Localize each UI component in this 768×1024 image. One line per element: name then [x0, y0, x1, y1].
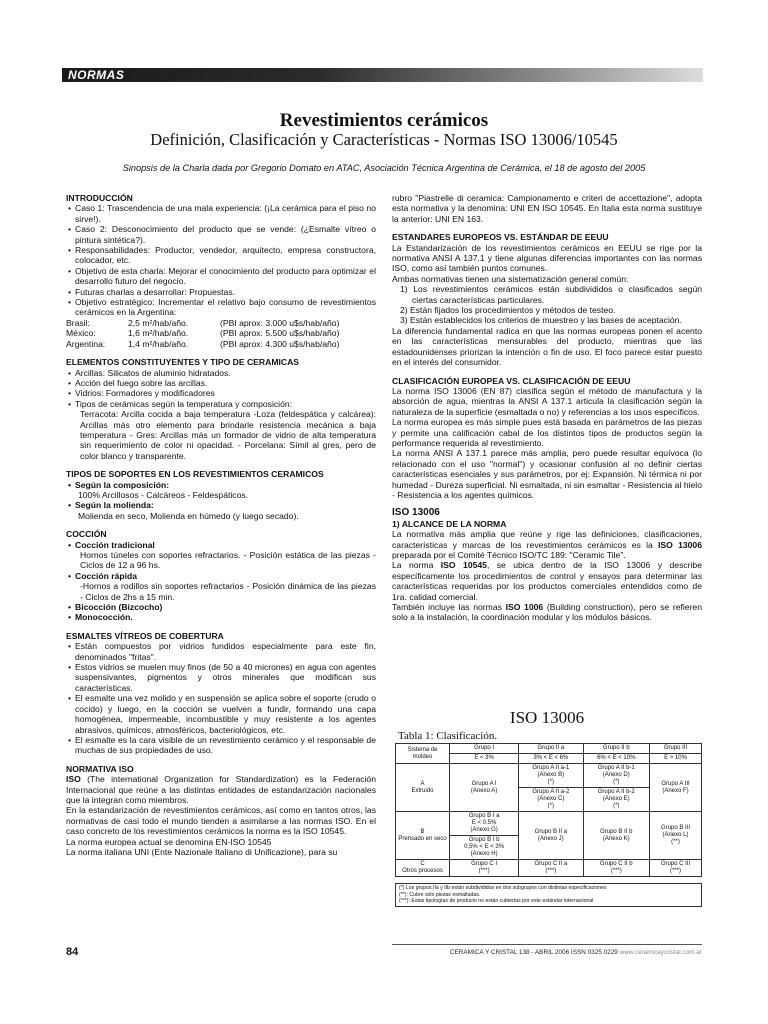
- paragraph: Hornos túneles con soportes refractarios. - Posición estática de las piezas - Ciclos de 12 a 96 hs.: [80, 550, 376, 571]
- elementos-section: [66, 357, 376, 461]
- footer-divider: [392, 944, 702, 945]
- estandares-section: [392, 232, 702, 367]
- table-cell: [450, 836, 519, 860]
- section-heading: ESMALTES VÍTREOS DE COBERTURA: [66, 630, 224, 641]
- list-item: • Futuras charlas a desarrollar: Propuestas.: [66, 287, 376, 297]
- cell-note: (Anexo K): [602, 835, 630, 842]
- country-row: [66, 339, 376, 349]
- iso-bold: ISO: [66, 774, 81, 785]
- table-big-title: ISO 13006: [509, 708, 585, 727]
- list-item: • Monococción.: [66, 612, 376, 622]
- list-item: • Objetivo de esta charla: Mejorar el conocimiento del producto para optimizar el desarrollo futuro del negocio.: [66, 266, 376, 287]
- header-cell: Grupo III: [650, 744, 702, 754]
- article-title: Revestimientos cerámicos: [279, 110, 489, 131]
- paragraph-text: También incluye las normas: [392, 602, 506, 613]
- header-cell: Grupo I: [450, 744, 519, 754]
- paragraph: La norma ANSI A 137.1 parece más amplia, pero puede resultar equívoca (lo relacionado con el uso "normal") y ocasionar confusión al no definir ciertas características esenciales y sus parámetros, por ej: Expansión. Ni térmica ni por humedad - Dureza superficial. Ni esmaltada, ni sin esmaltar - Resistencia al hielo - Resistencia a los agentes químicos.: [392, 448, 702, 500]
- table-cell: [583, 764, 649, 788]
- cell-note: (***): [545, 868, 557, 874]
- header-cell: Sistema de moldeo: [396, 744, 450, 764]
- table-cell: [583, 860, 649, 877]
- paragraph: La norma europea actual se denomina EN-ISO 10545: [66, 836, 272, 847]
- classification-table: [395, 743, 702, 877]
- cell-note: E < 0,5%: [471, 820, 497, 826]
- paragraph: [392, 529, 702, 560]
- cell-group: Grupo B II b: [600, 828, 633, 835]
- table-cell: [450, 764, 519, 812]
- row-label: C: [420, 861, 425, 867]
- list-item: • Responsabilidades: Productor, vendedor, arquitecto, empresa constructora, colocador, etc.: [66, 245, 376, 266]
- row-sublabel: Extruido: [411, 787, 434, 794]
- cell-group: Grupo A II a-1: [532, 765, 570, 771]
- cell-group: Grupo A II a-2: [532, 789, 570, 795]
- article-synopsis: Sinopsis de la Charla dada por Gregorio Domato en ATAC, Asociación Técnica Argentina de Cerámica, el 18 de agosto del 2005: [122, 163, 646, 173]
- left-column: [66, 193, 376, 857]
- cell-note: (Anexo D): [602, 772, 630, 778]
- cell-note: (Anexo F): [662, 787, 689, 794]
- cell-group: Grupo B I b: [468, 837, 500, 843]
- table-cell: [519, 764, 583, 788]
- cell-group: Grupo C II a: [534, 861, 568, 867]
- row-sublabel: Otros procesos: [402, 868, 443, 874]
- subsection-heading: 1) ALCANCE DE LA NORMA: [392, 518, 507, 529]
- footnote: (**): Cubre solo piezas esmaltadas.: [399, 891, 481, 898]
- country-value: 1,4 m²/hab/año.: [128, 338, 189, 349]
- paragraph: La diferencia fundamental radica en que las normas europeas ponen el acento en las características mensurables del producto, mientras que las estadounidenses priorizan la intención o fin de uso. El foco parece estar puesto en el interés del consumidor.: [392, 325, 702, 368]
- section-heading: NORMATIVA ISO: [66, 763, 134, 774]
- country-value: 1,6 m²/hab/año.: [128, 328, 189, 339]
- cell-group: Grupo A III: [661, 780, 690, 787]
- cell-note: (*): [547, 803, 555, 809]
- list-item: 2) Están fijados los procedimientos y métodos de testeo.: [400, 305, 616, 316]
- row-sublabel: Prensado en seco: [398, 835, 447, 842]
- cell-note: (*): [613, 803, 620, 809]
- list-item: • Según la composición:: [66, 480, 376, 490]
- list-item: • Caso 1: Trascendencia de una mala experiencia: (¡La cerámica para el piso no sirve!).: [66, 203, 376, 224]
- table-cell: [450, 860, 519, 877]
- paragraph-text: La normativa más amplia que reúne y rige las definiciones, clasificaciones, características y marcas de los revestimientos cerámicos es la: [392, 529, 702, 550]
- publication-url: www.ceramicaycristal.com.ar: [619, 949, 702, 956]
- paragraph: En la estandarización de revestimientos cerámicos, así como en tantos otros, las normativas de casi todo el mundo tienden a asimilarse a las normas ISO. En el caso concreto de los revestimientos cerámicos la norma es la ISO 10545.: [66, 805, 376, 837]
- table-row: [396, 812, 702, 836]
- cell-group: Grupo C I: [471, 861, 498, 867]
- cell-note: (***): [610, 868, 622, 874]
- list-item: • Caso 2: Desconocimiento del producto que se vende: (¿Esmalte vítreo o pintura sintética?).: [66, 224, 376, 245]
- footnote: (*) Los grupos IIa y IIb están subdivididos en dos subgrupos con distintas especificaciones: [399, 885, 607, 891]
- paragraph: La norma ISO 13006 (EN 87) clasifica según el método de manufactura y la absorción de agua, mientras la ANSI A 137.1 articula la clasificación según la naturaleza de la superficie (esmaltada o no) y referencias a los usos específicos.: [392, 385, 702, 417]
- paragraph: 100% Arcillosos - Calcáreos - Feldespáticos.: [78, 489, 249, 500]
- list-item: • El esmalte una vez molido y en suspensión se aplica sobre el soporte (crudo o cocido) y luego, en la cocción se vuelven a fundir, formando una capa homogénea, impermeable, incombustible y muy resistente a los agentes abrasivos, químicos, atmosféricos, bacteriológicos, etc.: [66, 693, 376, 735]
- cell-note: (Anexo G): [470, 827, 498, 833]
- table-cell: [650, 812, 702, 860]
- paragraph-text: (The international Organization for Standardization) es la Federación Internacional que reúne a las distintas entidades de estandarización nacionales que la integran como miembros.: [66, 774, 376, 805]
- table-cell: [519, 812, 583, 860]
- section-heading: ESTANDARES EUROPEOS VS. ESTÁNDAR DE EEUU: [392, 232, 609, 243]
- cell-note: (***): [669, 868, 681, 874]
- publication-info: CERAMICA Y CRISTAL 138 - ABRIL 2006 ISSN 0325 0229: [449, 949, 618, 956]
- page-number: 84: [66, 946, 79, 958]
- header-cell: Grupo II a: [519, 744, 583, 754]
- bold-text: ISO 13006: [658, 539, 702, 550]
- header-cell: 3% < E < 6%: [519, 754, 583, 764]
- paragraph: Ambas normativas tienen una sistematización general común:: [392, 273, 629, 284]
- paragraph: [392, 560, 702, 602]
- section-heading: TIPOS DE SOPORTES EN LOS REVESTIMIENTOS CERAMICOS: [66, 469, 324, 480]
- list-item: • Cocción tradicional: [66, 540, 376, 550]
- list-item: 3) Están establecidos los criterios de muestreo y las bases de aceptación.: [400, 315, 682, 326]
- cell-group: Grupo C III: [660, 861, 691, 867]
- header-cell: E < 3%: [450, 754, 519, 764]
- publication-footer: [392, 949, 702, 956]
- table-cell: [583, 812, 649, 860]
- soportes-section: [66, 469, 376, 521]
- list-item: • Arcillas: Silicatos de aluminio hidratados.: [66, 368, 376, 378]
- article-subtitle: Definición, Clasificación y Características - Normas ISO 13006/10545: [150, 130, 618, 149]
- cell-group: Grupo B I a: [468, 813, 500, 819]
- paragraph: rubro "Piastrelle di ceramica: Campionamento e criteri de accettazione", adopta esta normativa y la denomina: UNI EN ISO 10545. En Italia esta norma sustituye la anterior: UNI EN 163.: [392, 193, 702, 224]
- paragraph: Terracota: Arcilla cocida a baja temperatura -Loza (feldespática y calcárea): Arcillas más otro elemento para brindarle resistencia mecánica a baja temperatura - Gres: Arcillas más un formador de vidrio de alta temperatura sin requerimiento de color ni opacidad. - Porcelana: Símil al gres, pero de color blanco y transparente.: [80, 409, 376, 461]
- cell-note: (**): [671, 839, 680, 845]
- cell-note: (Anexo E): [602, 796, 630, 802]
- table-header-row: [396, 744, 702, 754]
- country-pbi: (PBI aprox: 4.300 u$s/hab/año): [220, 338, 340, 349]
- country-row: [66, 318, 376, 328]
- cell-note: 0,5% < E < 3%: [464, 844, 505, 850]
- esmaltes-section: [66, 631, 376, 756]
- cell-note: (Anexo B): [537, 772, 565, 778]
- row-label-cell: [396, 764, 450, 812]
- list-item: • Bicocción (Bizcocho): [66, 602, 376, 612]
- header-cell: 6% < E < 10%: [583, 754, 649, 764]
- table-caption: Tabla 1: Clasificación.: [398, 730, 498, 742]
- cell-note: (Anexo H): [470, 851, 498, 857]
- table-row: [396, 764, 702, 788]
- paragraph: [66, 774, 376, 805]
- row-label-cell: [396, 812, 450, 860]
- cell-group: Grupo A II b-2: [597, 789, 635, 795]
- section-banner: [62, 68, 703, 82]
- header-cell: E > 10%: [650, 754, 702, 764]
- paragraph-text: (Building construction), pero se refieren solo a la instalación, la coordinación modular y los módulos básicos.: [392, 602, 702, 623]
- table-cell: [519, 860, 583, 877]
- country-pbi: (PBI aprox: 5.500 u$s/hab/año): [220, 328, 340, 339]
- paragraph: La norma europea es más simple pues está basada en parámetros de las piezas y permite una calificación cabal de los distintos tipos de productos según la performance requerida al revestimiento.: [392, 417, 702, 448]
- table-cell: [650, 860, 702, 877]
- row-label: B: [420, 828, 425, 835]
- section-heading: INTRODUCCIÓN: [66, 193, 133, 203]
- country-row: [66, 328, 376, 338]
- table-cell: [450, 812, 519, 836]
- table-footnotes: [395, 883, 702, 907]
- paragraph-text: , se ubica dentro de la ISO 13006 y describe específicamente los procedimientos de control y ensayos para determinar las características requeridas por los productos comerciales entendidos como de 1ra. calidad comercial.: [392, 560, 702, 602]
- country-name: Brasil:: [66, 317, 90, 328]
- normativa-section: [66, 764, 376, 858]
- footnote: (***): Estas tipologías de producto no están cubiertas por este estándar internacional: [399, 898, 594, 905]
- paragraph: La norma italiana UNI (Ente Nazionale Italiano di Unificazione), para su: [66, 846, 338, 857]
- coccion-section: [66, 529, 376, 623]
- table-row: [396, 860, 702, 877]
- cell-group: Grupo B III: [660, 825, 690, 831]
- row-label-cell: [396, 860, 450, 877]
- cell-group: Grupo C II b: [599, 861, 633, 867]
- paragraph: -Hornos a rodillos sin soportes refractarios - Posición dinámica de las piezas - Ciclos de 2hs a 15 min.: [80, 581, 376, 602]
- country-value: 2,5 m²/hab/año.: [128, 317, 189, 328]
- table-cell: [583, 788, 649, 812]
- table-cell: [650, 764, 702, 812]
- header-cell: Grupo II b: [583, 744, 649, 754]
- intro-section: [66, 193, 376, 349]
- list-item: • Vidrios: Formadores y modificadores: [66, 388, 376, 398]
- list-item: • Están compuestos por vidrios fundidos especialmente para este fin, denominados "fritas".: [66, 641, 376, 662]
- list-item: • El esmalte es la cara visible de un revestimiento cerámico y el responsable de muchas de sus propiedades de uso.: [66, 735, 376, 756]
- right-column: [392, 193, 702, 623]
- cell-note: (Anexo L): [662, 832, 689, 838]
- iso13006-section: [392, 508, 702, 622]
- cell-note: (Anexo C): [537, 796, 565, 802]
- cell-note: (Anexo J): [538, 835, 564, 842]
- list-item: • Objetivo estratégico: Incrementar el relativo bajo consumo de revestimientos cerámicos en la Argentina:: [66, 297, 376, 318]
- section-heading: ISO 13006: [392, 507, 440, 519]
- cell-note: (Anexo A): [470, 787, 498, 794]
- list-item: • Tipos de cerámicas según la temperatura y composición:: [66, 399, 376, 409]
- section-heading: ELEMENTOS CONSTITUYENTES Y TIPO DE CERAMICAS: [66, 357, 300, 368]
- section-heading: COCCIÓN: [66, 529, 107, 540]
- paragraph: [392, 602, 702, 623]
- table-cell: [519, 788, 583, 812]
- list-item: 1) Los revestimientos cerámicos están subdivididos o clasificados según ciertas características particulares.: [400, 284, 702, 305]
- cell-note: (***): [478, 868, 490, 874]
- list-item: • Estos vidrios se muelen muy finos (de 50 a 40 micrones) en agua con agentes suspensivantes, pigmentos y otros minerales que modifican sus características.: [66, 662, 376, 693]
- cell-note: (*): [613, 779, 620, 785]
- cell-group: Grupo B II a: [534, 828, 568, 835]
- country-name: México:: [66, 328, 96, 339]
- section-label: NORMAS: [68, 68, 125, 82]
- section-heading: CLASIFICACIÓN EUROPEA VS. CLASIFICACIÓN DE EEUU: [392, 375, 631, 386]
- country-name: Argentina:: [66, 338, 106, 349]
- cell-note: (*): [547, 779, 555, 785]
- list-item: • Acción del fuego sobre las arcillas.: [66, 378, 376, 388]
- clasificacion-section: [392, 376, 702, 501]
- cell-group: Grupo A II b-1: [597, 765, 635, 771]
- paragraph-text: preparada por el Comité Técnico ISO/TC 189: "Ceramic Tile".: [392, 550, 626, 560]
- paragraph: Molienda en seco, Molienda en húmedo (y luego secado).: [78, 510, 299, 521]
- paragraph: La Estandarización de los revestimientos cerámicos en EEUU se rige por la normativa ANSI A 137.1 y tiene algunas diferencias importantes con las normas ISO, como así también puntos comunes.: [392, 242, 702, 274]
- bold-text: ISO 1006: [505, 602, 544, 613]
- paragraph-text: La norma: [392, 560, 441, 571]
- bold-text: ISO 10545: [440, 560, 487, 571]
- row-label: A: [420, 780, 425, 787]
- country-pbi: (PBI aprox: 3.000 u$s/hab/año): [220, 317, 340, 328]
- cell-group: Grupo A I: [471, 780, 497, 787]
- list-item: • Según la molienda:: [66, 500, 376, 510]
- list-item: • Cocción rápida: [66, 571, 376, 581]
